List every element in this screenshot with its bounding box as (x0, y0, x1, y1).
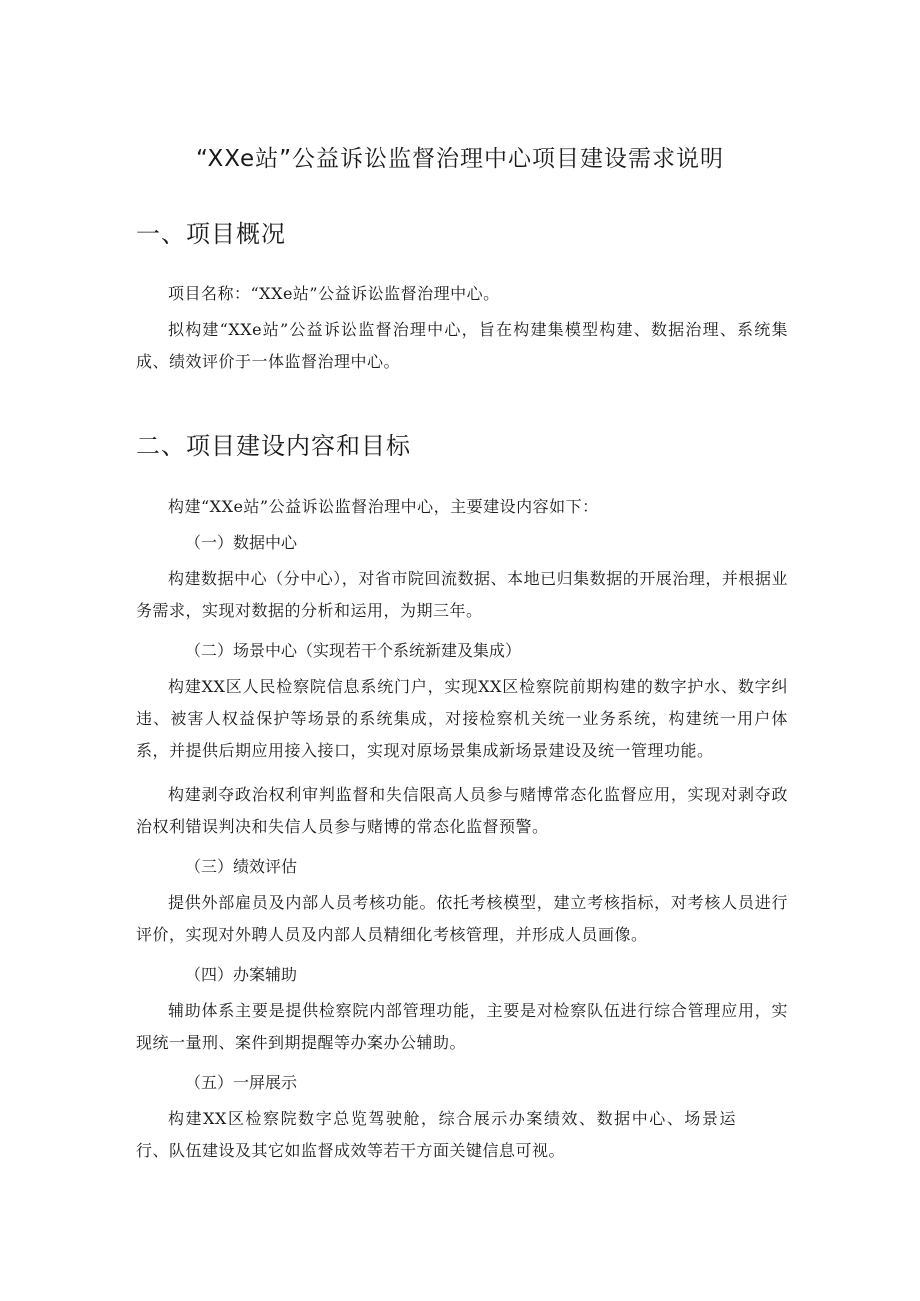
document-title: “XXe站”公益诉讼监督治理中心项目建设需求说明 (195, 146, 725, 172)
subsection-label-case-assist: （四）办案辅助 (185, 965, 298, 984)
subsection-label-performance: （三）绩效评估 (185, 857, 298, 876)
section-heading-overview: 一、项目概况 (136, 220, 286, 248)
content-intro-paragraph: 构建“XXe站”公益诉讼监督治理中心，主要建设内容如下： (168, 497, 599, 516)
case-assist-paragraph: 辅助体系主要是提供检察院内部管理功能，主要是对检察队伍进行综合管理应用，实现统一量刑、案件到期提醒等办案办公辅助。 (136, 1001, 788, 1052)
subsection-label-scene-center: （二）场景中心（实现若干个系统新建及集成） (185, 641, 522, 660)
scene-center-paragraph-2: 构建剥夺政治权利审判监督和失信限高人员参与赌博常态化监督应用，实现对剥夺政治权利错误判决和失信人员参与赌博的常态化监督预警。 (136, 785, 788, 836)
section-heading-content-goals: 二、项目建设内容和目标 (136, 432, 411, 460)
performance-paragraph: 提供外部雇员及内部人员考核功能。依托考核模型，建立考核指标，对考核人员进行评价，实现对外聘人员及内部人员精细化考核管理，并形成人员画像。 (136, 893, 788, 944)
project-purpose-paragraph: 拟构建“XXe站”公益诉讼监督治理中心，旨在构建集模型构建、数据治理、系统集成、绩效评价于一体监督治理中心。 (136, 320, 788, 371)
project-name-paragraph: 项目名称：“XXe站”公益诉讼监督治理中心。 (168, 284, 500, 303)
subsection-label-one-screen: （五）一屏展示 (185, 1073, 298, 1092)
subsection-label-data-center: （一）数据中心 (185, 533, 298, 552)
data-center-paragraph: 构建数据中心（分中心），对省市院回流数据、本地已归集数据的开展治理，并根据业务需求，实现对数据的分析和运用，为期三年。 (136, 569, 788, 620)
scene-center-paragraph-1: 构建XX区人民检察院信息系统门户，实现XX区检察院前期构建的数字护水、数字纠违、被害人权益保护等场景的系统集成，对接检察机关统一业务系统，构建统一用户体系，并提供后期应用接入接口，实现对原场景集成新场景建设及统一管理功能。 (136, 677, 788, 760)
one-screen-paragraph: 构建XX区检察院数字总览驾驶舱，综合展示办案绩效、数据中心、场景运行、队伍建设及其它如监督成效等若干方面关键信息可视。 (136, 1109, 736, 1160)
